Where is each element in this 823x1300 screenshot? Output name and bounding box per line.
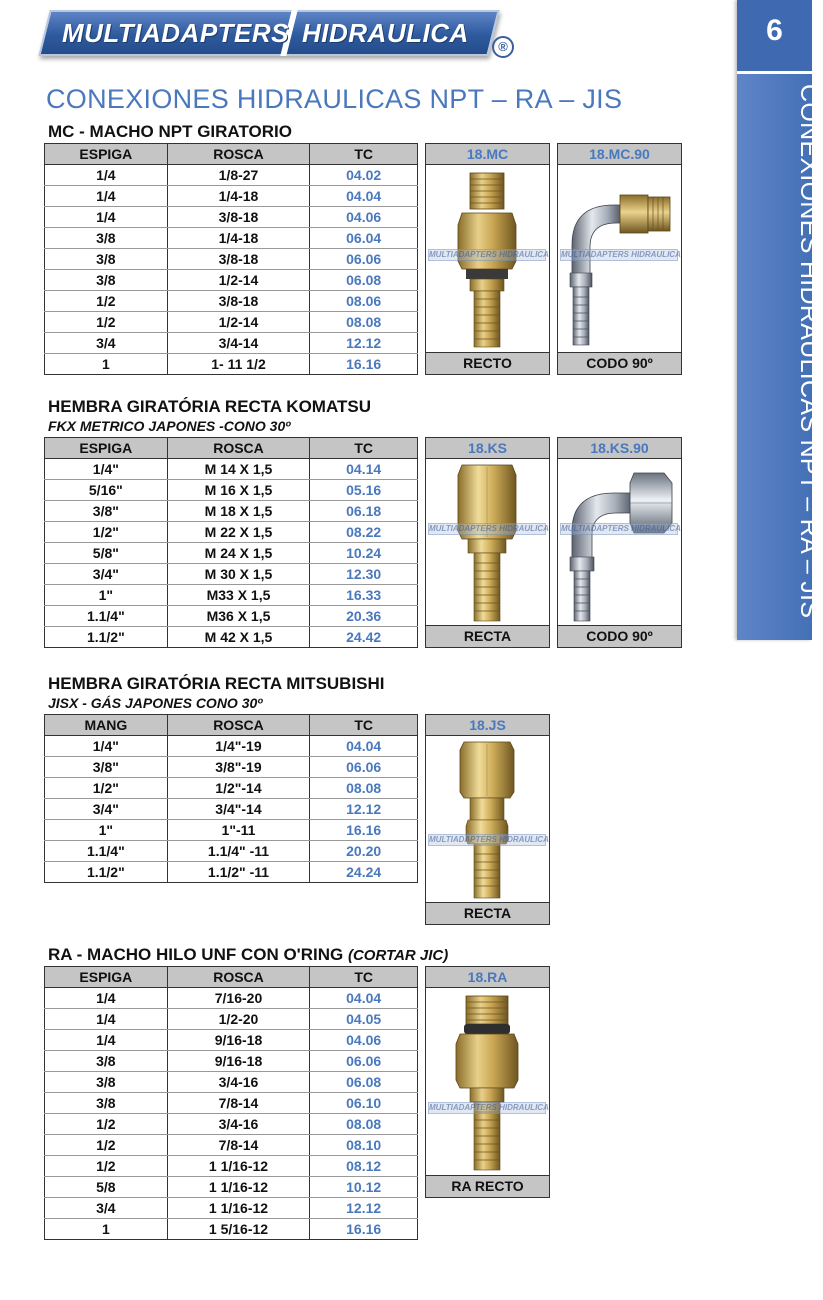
cell-rosca: 9/16-18 <box>167 1051 310 1072</box>
table-row <box>45 841 418 862</box>
cell-espiga: 1" <box>45 820 168 841</box>
section-title-ra <box>48 945 448 965</box>
fitting-straight-female-jis-illustration <box>426 736 549 903</box>
cell-espiga: 1.1/2" <box>45 627 168 648</box>
table-row <box>45 778 418 799</box>
table-row <box>45 736 418 757</box>
cell-rosca: 1.1/2" -11 <box>167 862 310 883</box>
table-row <box>45 585 418 606</box>
fitting-elbow-female-illustration <box>558 459 681 626</box>
cell-espiga: 1/4 <box>45 1030 168 1051</box>
cell-espiga: 1/4 <box>45 186 168 207</box>
cell-espiga: 1.1/4" <box>45 606 168 627</box>
table-header-row <box>45 144 418 165</box>
section-title-mc: MC - MACHO NPT GIRATORIO <box>48 122 292 141</box>
cell-rosca: M 24 X 1,5 <box>167 543 310 564</box>
table-header-row <box>45 438 418 459</box>
table-row <box>45 1093 418 1114</box>
cell-tc: 12.12 <box>310 333 418 354</box>
table-row <box>45 1051 418 1072</box>
cell-rosca: 1/2"-14 <box>167 778 310 799</box>
table-row <box>45 354 418 375</box>
cell-tc: 04.02 <box>310 165 418 186</box>
product-code: 18.MC.90 <box>558 144 681 165</box>
logo-text-hidraulica: HIDRAULICA <box>302 18 469 48</box>
cell-rosca: M 16 X 1,5 <box>167 480 310 501</box>
col-header-tc: TC <box>310 438 418 459</box>
chapter-number: 6 <box>766 14 783 47</box>
product-image-straight-male <box>426 165 549 353</box>
col-header-rosca: ROSCA <box>167 715 310 736</box>
cell-rosca: M 30 X 1,5 <box>167 564 310 585</box>
cell-tc: 06.06 <box>310 249 418 270</box>
cell-tc: 12.12 <box>310 799 418 820</box>
product-code: 18.MC <box>426 144 549 165</box>
section-subtitle-mitsubishi: JISX - GÁS JAPONES CONO 30º <box>48 695 263 711</box>
table-row <box>45 1030 418 1051</box>
cell-rosca: M36 X 1,5 <box>167 606 310 627</box>
cell-tc: 24.24 <box>310 862 418 883</box>
logo-text-multiadapters: MULTIADAPTERS <box>62 18 290 48</box>
table-row <box>45 480 418 501</box>
product-image-ra-straight <box>426 988 549 1176</box>
product-label: CODO 90º <box>558 353 681 374</box>
table-row <box>45 291 418 312</box>
col-header-mang: MANG <box>45 715 168 736</box>
product-card-18ks90 <box>557 437 682 648</box>
cell-tc: 08.08 <box>310 312 418 333</box>
product-image-elbow-male <box>558 165 681 353</box>
col-header-espiga: ESPIGA <box>45 967 168 988</box>
table-row <box>45 627 418 648</box>
fitting-straight-female-illustration <box>426 459 549 626</box>
cell-espiga: 5/8 <box>45 1177 168 1198</box>
product-card-18mc90 <box>557 143 682 375</box>
table-header-row <box>45 715 418 736</box>
cell-rosca: 1.1/4" -11 <box>167 841 310 862</box>
cell-espiga: 5/8" <box>45 543 168 564</box>
cell-rosca: 7/8-14 <box>167 1135 310 1156</box>
cell-tc: 04.06 <box>310 1030 418 1051</box>
cell-tc: 08.08 <box>310 1114 418 1135</box>
cell-rosca: 1- 11 1/2 <box>167 354 310 375</box>
table-row <box>45 564 418 585</box>
cell-espiga: 1/4 <box>45 988 168 1009</box>
col-header-tc: TC <box>310 715 418 736</box>
cell-rosca: 3/8-18 <box>167 207 310 228</box>
product-code: 18.JS <box>426 715 549 736</box>
product-image-elbow-female <box>558 459 681 626</box>
cell-tc: 06.10 <box>310 1093 418 1114</box>
cell-rosca: 3/4-16 <box>167 1114 310 1135</box>
product-code: 18.KS.90 <box>558 438 681 459</box>
cell-espiga: 3/8 <box>45 1072 168 1093</box>
cell-rosca: M 42 X 1,5 <box>167 627 310 648</box>
col-header-rosca: ROSCA <box>167 144 310 165</box>
table-row <box>45 459 418 480</box>
col-header-rosca: ROSCA <box>167 967 310 988</box>
cell-rosca: 7/16-20 <box>167 988 310 1009</box>
cell-rosca: 1/8-27 <box>167 165 310 186</box>
table-row <box>45 1219 418 1240</box>
cell-rosca: 7/8-14 <box>167 1093 310 1114</box>
cell-espiga: 3/4" <box>45 799 168 820</box>
cell-rosca: M 22 X 1,5 <box>167 522 310 543</box>
table-row <box>45 862 418 883</box>
spec-table-mitsubishi <box>44 714 418 883</box>
cell-rosca: 3/4"-14 <box>167 799 310 820</box>
cell-tc: 08.06 <box>310 291 418 312</box>
table-row <box>45 988 418 1009</box>
cell-espiga: 3/8 <box>45 228 168 249</box>
cell-espiga: 3/8 <box>45 1093 168 1114</box>
cell-tc: 08.10 <box>310 1135 418 1156</box>
chapter-number-box <box>737 0 812 74</box>
cell-tc: 06.06 <box>310 1051 418 1072</box>
cell-espiga: 3/8" <box>45 501 168 522</box>
brand-logo <box>40 8 520 64</box>
col-header-tc: TC <box>310 967 418 988</box>
cell-espiga: 1/2 <box>45 291 168 312</box>
table-row <box>45 1156 418 1177</box>
cell-espiga: 1/2" <box>45 778 168 799</box>
cell-rosca: 1/2-20 <box>167 1009 310 1030</box>
cell-rosca: 1/4-18 <box>167 186 310 207</box>
product-card-18mc <box>425 143 550 375</box>
table-header-row <box>45 967 418 988</box>
table-row <box>45 820 418 841</box>
cell-tc: 04.06 <box>310 207 418 228</box>
watermark: MULTIADAPTERS HIDRAULICA <box>561 250 681 259</box>
col-header-espiga: ESPIGA <box>45 144 168 165</box>
cell-espiga: 3/4" <box>45 564 168 585</box>
section-title-ra-note: (CORTAR JIC) <box>347 947 449 964</box>
cell-tc: 08.22 <box>310 522 418 543</box>
cell-tc: 04.04 <box>310 988 418 1009</box>
cell-espiga: 1/2" <box>45 522 168 543</box>
product-image-straight-female <box>426 459 549 626</box>
cell-espiga: 3/4 <box>45 1198 168 1219</box>
spec-table-mc <box>44 143 418 375</box>
cell-espiga: 3/8 <box>45 270 168 291</box>
cell-espiga: 1/4 <box>45 1009 168 1030</box>
table-row <box>45 606 418 627</box>
product-label: CODO 90º <box>558 626 681 647</box>
spec-table-komatsu <box>44 437 418 648</box>
cell-rosca: 1/4"-19 <box>167 736 310 757</box>
cell-rosca: 1/2-14 <box>167 312 310 333</box>
cell-rosca: M 14 X 1,5 <box>167 459 310 480</box>
cell-tc: 20.20 <box>310 841 418 862</box>
cell-tc: 12.30 <box>310 564 418 585</box>
table-row <box>45 1198 418 1219</box>
cell-tc: 16.16 <box>310 820 418 841</box>
table-row <box>45 186 418 207</box>
table-row <box>45 543 418 564</box>
cell-rosca: 1"-11 <box>167 820 310 841</box>
cell-rosca: 3/8-18 <box>167 249 310 270</box>
table-row <box>45 1135 418 1156</box>
cell-tc: 06.04 <box>310 228 418 249</box>
cell-tc: 08.12 <box>310 1156 418 1177</box>
col-header-rosca: ROSCA <box>167 438 310 459</box>
product-card-18ks <box>425 437 550 648</box>
table-row <box>45 312 418 333</box>
table-row <box>45 1114 418 1135</box>
page-title: CONEXIONES HIDRAULICAS NPT – RA – JIS <box>46 84 623 114</box>
cell-espiga: 1/4 <box>45 207 168 228</box>
cell-espiga: 1/2 <box>45 1114 168 1135</box>
cell-tc: 12.12 <box>310 1198 418 1219</box>
section-title-ra-main: RA - MACHO HILO UNF CON O'RING <box>48 945 344 964</box>
cell-tc: 16.16 <box>310 1219 418 1240</box>
product-label: RECTA <box>426 903 549 924</box>
cell-tc: 04.05 <box>310 1009 418 1030</box>
cell-tc: 05.16 <box>310 480 418 501</box>
table-row <box>45 228 418 249</box>
cell-tc: 04.04 <box>310 186 418 207</box>
section-subtitle-komatsu: FKX METRICO JAPONES -CONO 30º <box>48 418 291 434</box>
table-row <box>45 501 418 522</box>
cell-tc: 06.06 <box>310 757 418 778</box>
cell-tc: 10.24 <box>310 543 418 564</box>
table-row <box>45 757 418 778</box>
section-title-mitsubishi: HEMBRA GIRATÓRIA RECTA MITSUBISHI <box>48 674 385 693</box>
cell-tc: 04.04 <box>310 736 418 757</box>
cell-espiga: 5/16" <box>45 480 168 501</box>
cell-espiga: 1/2 <box>45 1156 168 1177</box>
product-image-straight-female-jis <box>426 736 549 903</box>
cell-rosca: 3/4-16 <box>167 1072 310 1093</box>
cell-rosca: 1 1/16-12 <box>167 1177 310 1198</box>
product-label: RA RECTO <box>426 1176 549 1197</box>
table-row <box>45 522 418 543</box>
table-row <box>45 1177 418 1198</box>
table-row <box>45 249 418 270</box>
col-header-tc: TC <box>310 144 418 165</box>
cell-rosca: 3/4-14 <box>167 333 310 354</box>
table-row <box>45 165 418 186</box>
table-row <box>45 1009 418 1030</box>
product-card-18js <box>425 714 550 925</box>
cell-tc: 10.12 <box>310 1177 418 1198</box>
cell-espiga: 1.1/2" <box>45 862 168 883</box>
cell-rosca: 1 1/16-12 <box>167 1156 310 1177</box>
cell-espiga: 1/2 <box>45 312 168 333</box>
cell-tc: 06.18 <box>310 501 418 522</box>
table-row <box>45 333 418 354</box>
cell-rosca: M 18 X 1,5 <box>167 501 310 522</box>
registered-mark: ® <box>492 36 514 58</box>
cell-espiga: 1/4" <box>45 459 168 480</box>
table-row <box>45 799 418 820</box>
product-card-18ra <box>425 966 550 1198</box>
cell-espiga: 3/8 <box>45 249 168 270</box>
col-header-espiga: ESPIGA <box>45 438 168 459</box>
product-code: 18.RA <box>426 967 549 988</box>
table-row <box>45 270 418 291</box>
cell-tc: 08.08 <box>310 778 418 799</box>
watermark: MULTIADAPTERS HIDRAULICA <box>429 835 549 844</box>
watermark: MULTIADAPTERS HIDRAULICA <box>429 250 549 259</box>
cell-rosca: 1/4-18 <box>167 228 310 249</box>
cell-espiga: 1/2 <box>45 1135 168 1156</box>
cell-espiga: 1 <box>45 1219 168 1240</box>
cell-tc: 16.33 <box>310 585 418 606</box>
spec-table-ra <box>44 966 418 1240</box>
cell-espiga: 1/4 <box>45 165 168 186</box>
cell-espiga: 3/8" <box>45 757 168 778</box>
cell-rosca: 3/8-18 <box>167 291 310 312</box>
cell-tc: 24.42 <box>310 627 418 648</box>
cell-rosca: 1/2-14 <box>167 270 310 291</box>
cell-espiga: 1 <box>45 354 168 375</box>
cell-rosca: 1 1/16-12 <box>167 1198 310 1219</box>
cell-espiga: 3/8 <box>45 1051 168 1072</box>
cell-rosca: 1 5/16-12 <box>167 1219 310 1240</box>
watermark: MULTIADAPTERS HIDRAULICA <box>561 524 681 533</box>
cell-espiga: 1" <box>45 585 168 606</box>
cell-espiga: 3/4 <box>45 333 168 354</box>
product-label: RECTA <box>426 626 549 647</box>
product-label: RECTO <box>426 353 549 374</box>
cell-espiga: 1.1/4" <box>45 841 168 862</box>
fitting-ra-straight-illustration <box>426 988 549 1176</box>
table-row <box>45 207 418 228</box>
watermark: MULTIADAPTERS HIDRAULICA <box>429 524 549 533</box>
cell-tc: 06.08 <box>310 1072 418 1093</box>
side-chapter-title: CONEXIONES HIDRAULICAS NPT – RA – JIS <box>795 84 823 619</box>
table-row <box>45 1072 418 1093</box>
cell-rosca: M33 X 1,5 <box>167 585 310 606</box>
cell-tc: 16.16 <box>310 354 418 375</box>
cell-rosca: 9/16-18 <box>167 1030 310 1051</box>
cell-tc: 06.08 <box>310 270 418 291</box>
section-title-komatsu: HEMBRA GIRATÓRIA RECTA KOMATSU <box>48 397 371 416</box>
cell-tc: 20.36 <box>310 606 418 627</box>
watermark: MULTIADAPTERS HIDRAULICA <box>429 1103 549 1112</box>
cell-rosca: 3/8"-19 <box>167 757 310 778</box>
product-code: 18.KS <box>426 438 549 459</box>
cell-espiga: 1/4" <box>45 736 168 757</box>
cell-tc: 04.14 <box>310 459 418 480</box>
